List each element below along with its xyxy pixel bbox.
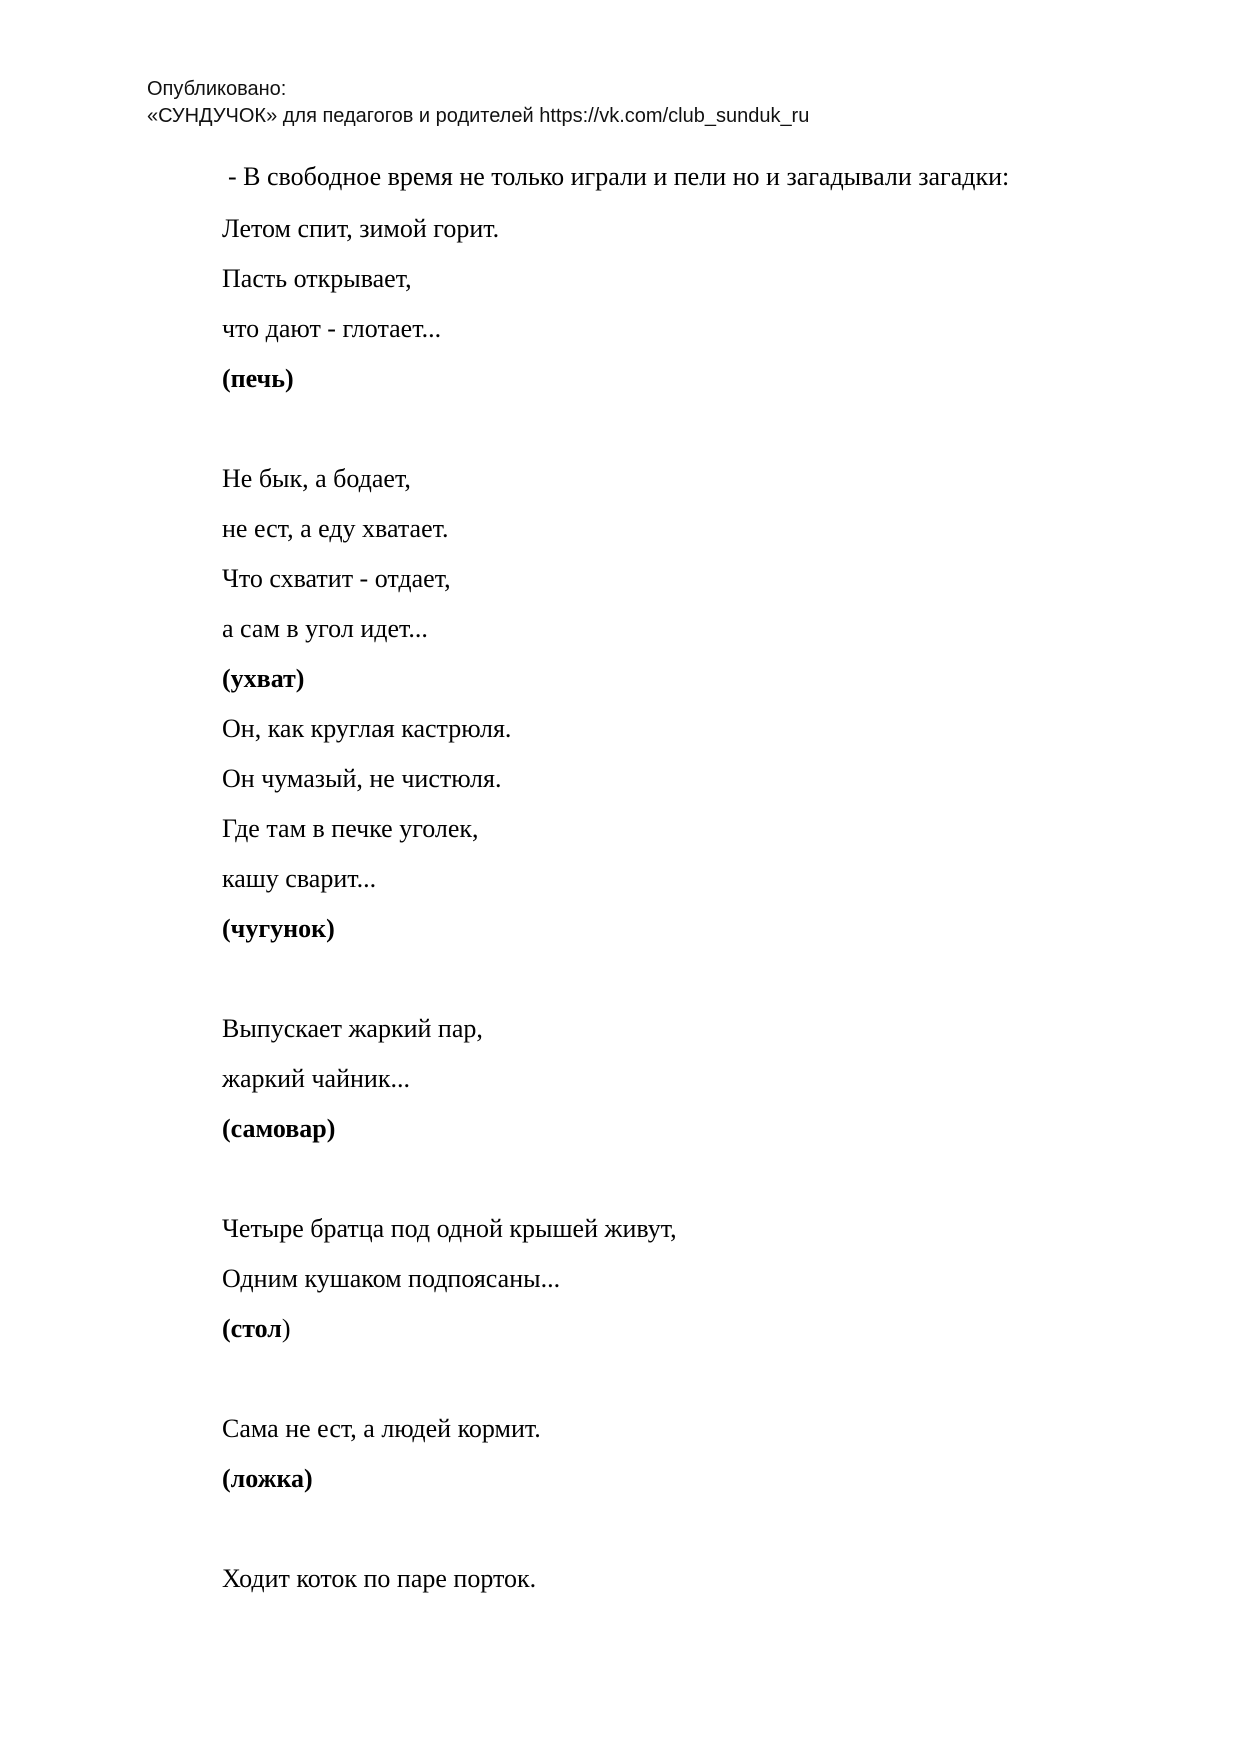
riddle-answer: (ухват) [222, 664, 305, 693]
riddle-line: Одним кушаком подпоясаны... [222, 1264, 561, 1293]
riddle-line: Пасть открывает, [222, 264, 412, 293]
riddle-answer: (самовар) [222, 1114, 336, 1143]
riddle-answer-text: (стол [222, 1314, 282, 1343]
riddle-line: Ходит коток по паре порток. [222, 1564, 537, 1593]
riddle-line: не ест, а еду хватает. [222, 514, 449, 543]
document-header [147, 76, 809, 130]
riddle-line: Летом спит, зимой горит. [222, 214, 500, 243]
source-line: «СУНДУЧОК» для педагогов и родителей https://vk.com/club_sunduk_ru [147, 105, 810, 127]
riddle-line: что дают - глотает... [222, 314, 442, 343]
riddle-line: кашу сварит... [222, 864, 377, 893]
riddle-line: Не бык, а бодает, [222, 464, 411, 493]
riddle-line: Четыре братца под одной крышей живут, [222, 1214, 677, 1243]
riddle-line: а сам в угол идет... [222, 614, 428, 643]
riddle-line: жаркий чайник... [222, 1064, 410, 1093]
riddle-line: Выпускает жаркий пар, [222, 1014, 483, 1043]
riddle-answer: (чугунок) [222, 914, 335, 943]
riddle-line: Сама не ест, а людей кормит. [222, 1414, 541, 1443]
riddle-line: Он, как круглая кастрюля. [222, 714, 512, 743]
riddle-answer: (ложка) [222, 1464, 313, 1493]
riddle-answer: (печь) [222, 364, 294, 393]
riddle-line: Где там в печке уголек, [222, 814, 479, 843]
intro-text: - В свободное время не только играли и пели но и загадывали загадки: [228, 162, 1010, 191]
riddle-answer [222, 1314, 291, 1344]
riddle-line: Что схватит - отдает, [222, 564, 451, 593]
published-label: Опубликовано: [147, 78, 287, 100]
riddle-answer-tail: ) [281, 1314, 291, 1343]
riddle-line: Он чумазый, не чистюля. [222, 764, 502, 793]
